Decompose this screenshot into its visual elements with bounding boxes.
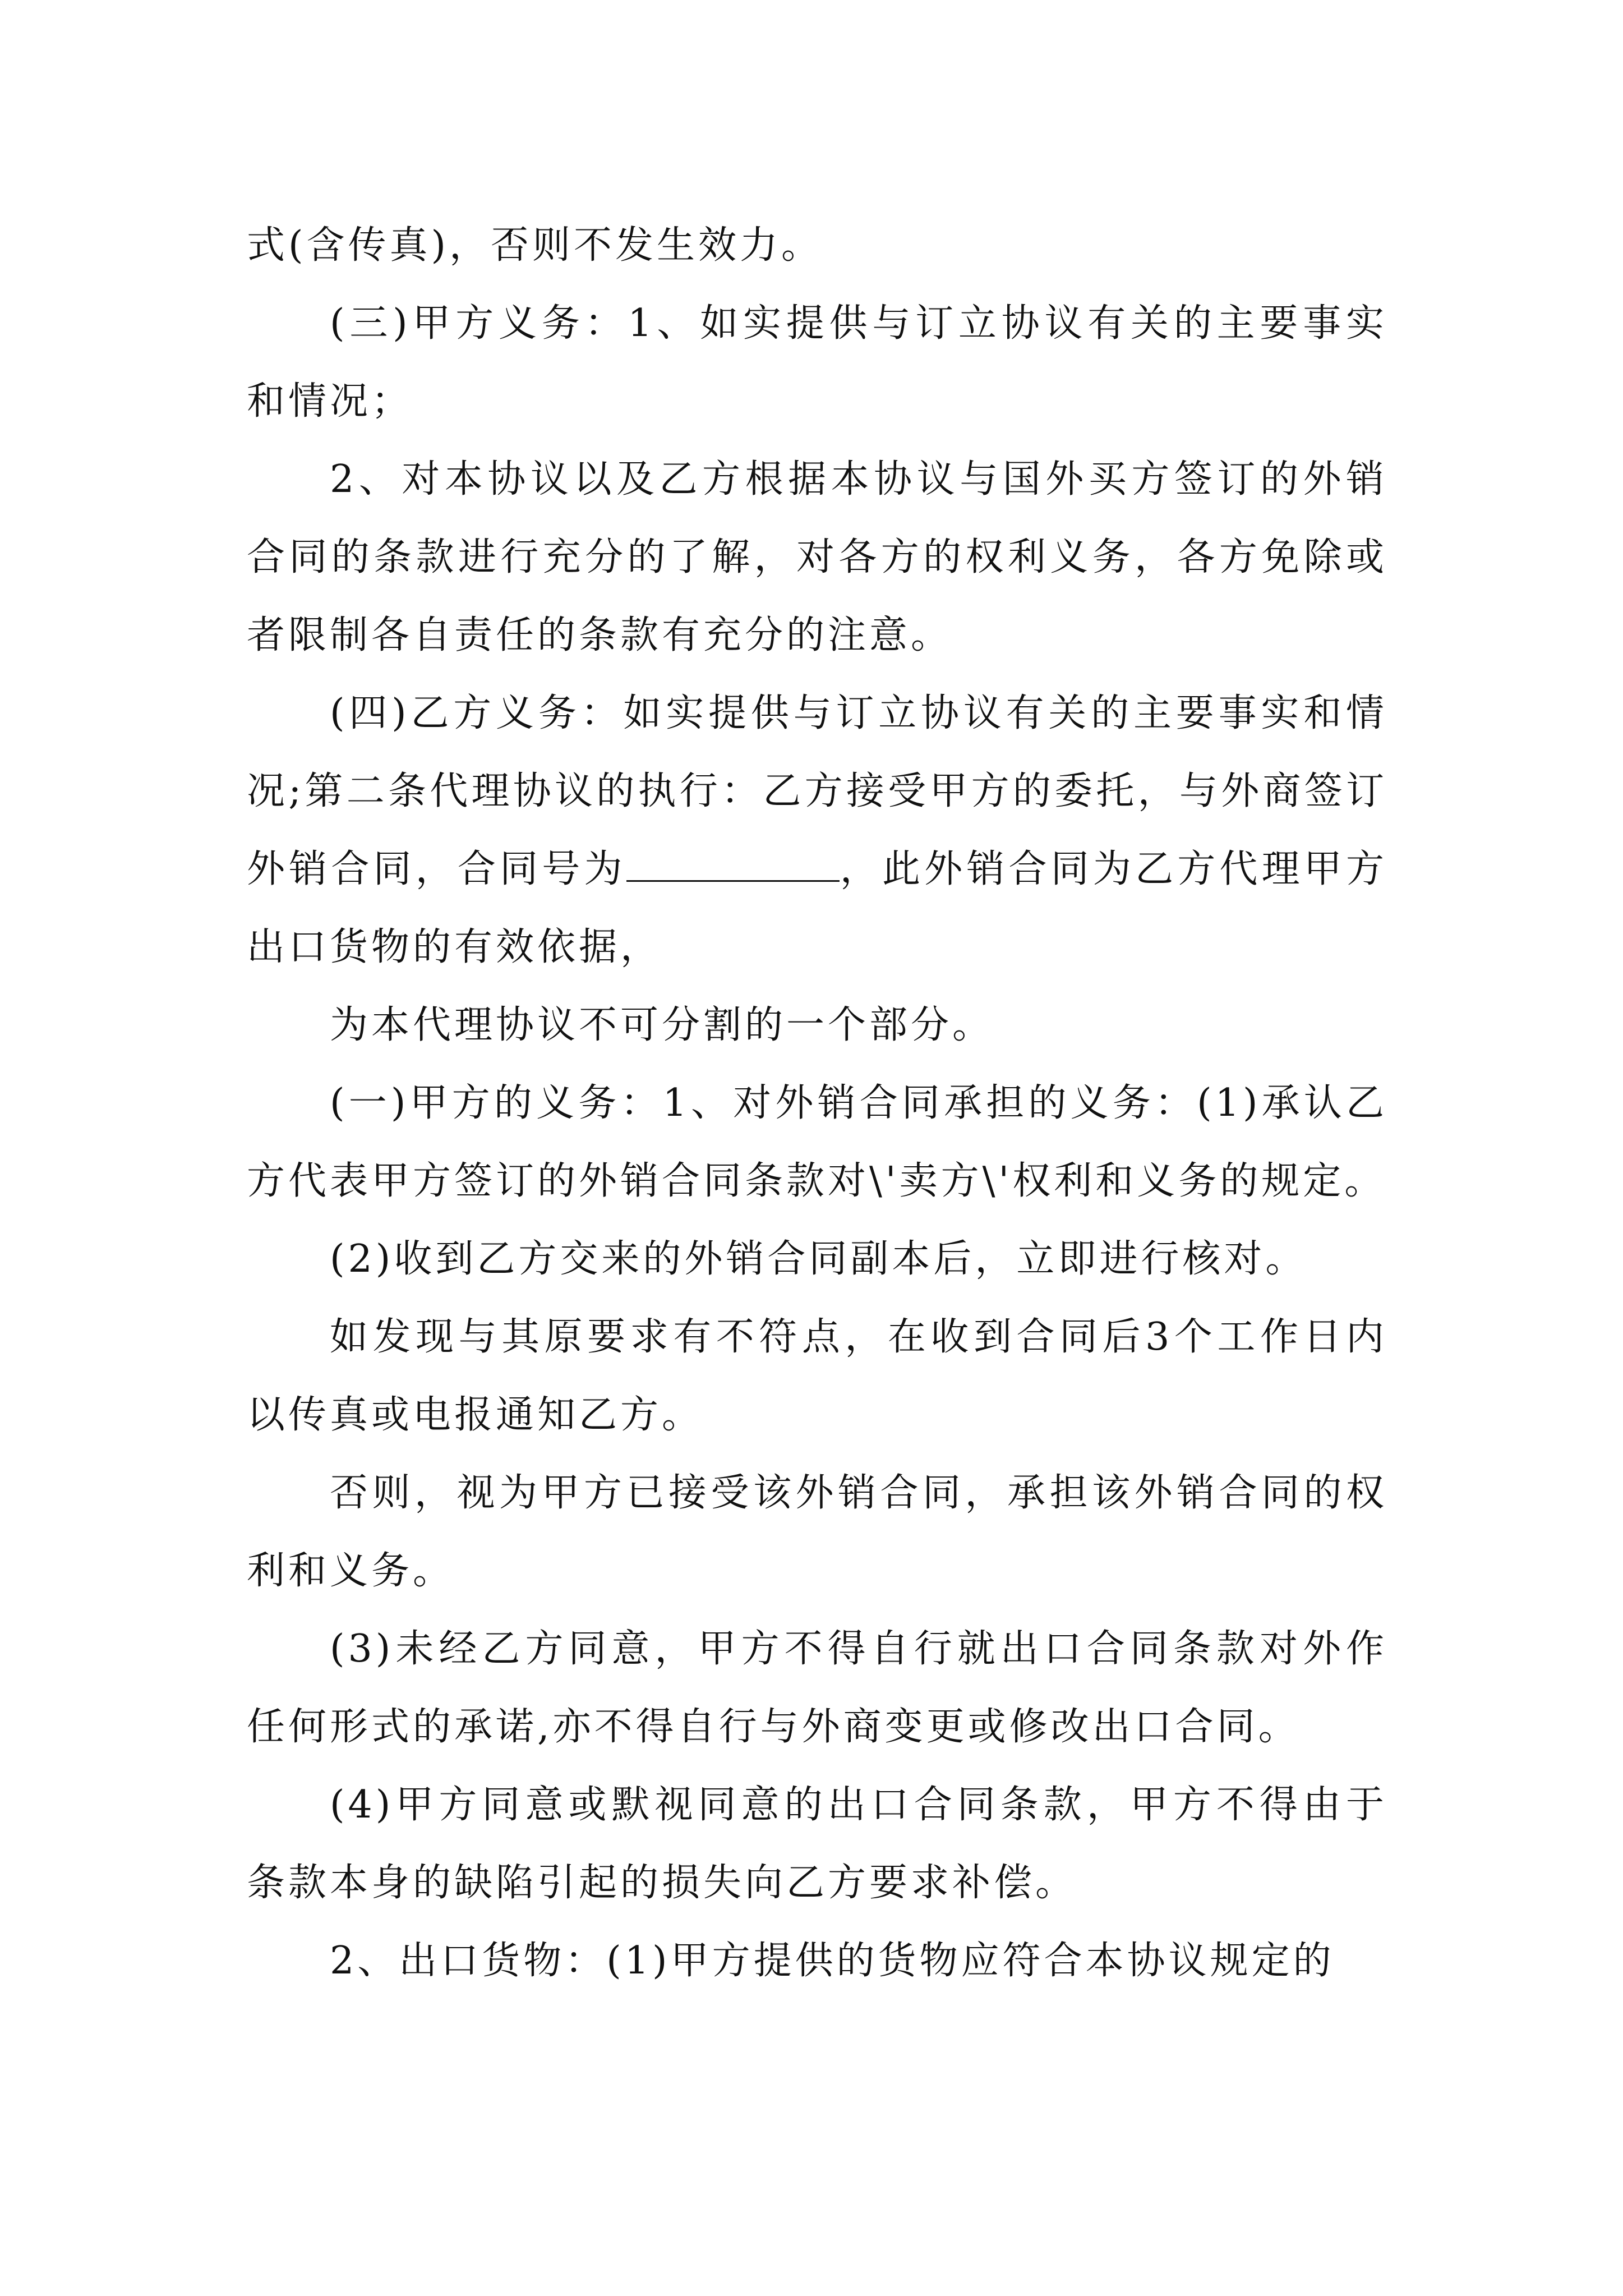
contract-number-blank — [626, 846, 840, 882]
paragraph-3: 2、对本协议以及乙方根据本协议与国外买方签订的外销合同的条款进行充分的了解，对各方的权利义务，各方免除或者限制各自责任的条款有充分的注意。 — [247, 457, 1387, 657]
paragraph-9: 否则，视为甲方已接受该外销合同，承担该外销合同的权利和义务。 — [247, 1471, 1387, 1593]
paragraph-1: 式(含传真)，否则不发生效力。 — [247, 223, 823, 268]
paragraph-11: (4)甲方同意或默视同意的出口合同条款，甲方不得由于条款本身的缺陷引起的损失向乙方要求补偿。 — [247, 1783, 1387, 1905]
paragraph-5: 为本代理协议不可分割的一个部分。 — [330, 1003, 994, 1047]
paragraph-10: (3)未经乙方同意，甲方不得自行就出口合同条款对外作任何形式的承诺,亦不得自行与外商变更或修改出口合同。 — [247, 1627, 1387, 1749]
paragraph-4 — [247, 674, 1387, 986]
paragraph-7: (2)收到乙方交来的外销合同副本后，立即进行核对。 — [330, 1237, 1307, 1281]
paragraph-8: 如发现与其原要求有不符点，在收到合同后3个工作日内以传真或电报通知乙方。 — [247, 1315, 1387, 1437]
paragraph-4-part-2: ，此外销合同为乙方代理甲方出口货物的有效依据， — [247, 847, 1387, 969]
paragraph-2: (三)甲方义务：1、如实提供与订立协议有关的主要事实和情况； — [247, 301, 1387, 424]
paragraph-6: (一)甲方的义务：1、对外销合同承担的义务：(1)承认乙方代表甲方签订的外销合同条款对\'卖方\'权利和义务的规定。 — [247, 1081, 1387, 1203]
paragraph-12: 2、出口货物：(1)甲方提供的货物应符合本协议规定的 — [330, 1939, 1335, 1983]
document-body — [247, 206, 1387, 2000]
paragraph-4-part-1: (四)乙方义务：如实提供与订立协议有关的主要事实和情况;第二条代理协议的执行：乙方接受甲方的委托，与外商签订外销合同，合同号为 — [247, 691, 1387, 891]
